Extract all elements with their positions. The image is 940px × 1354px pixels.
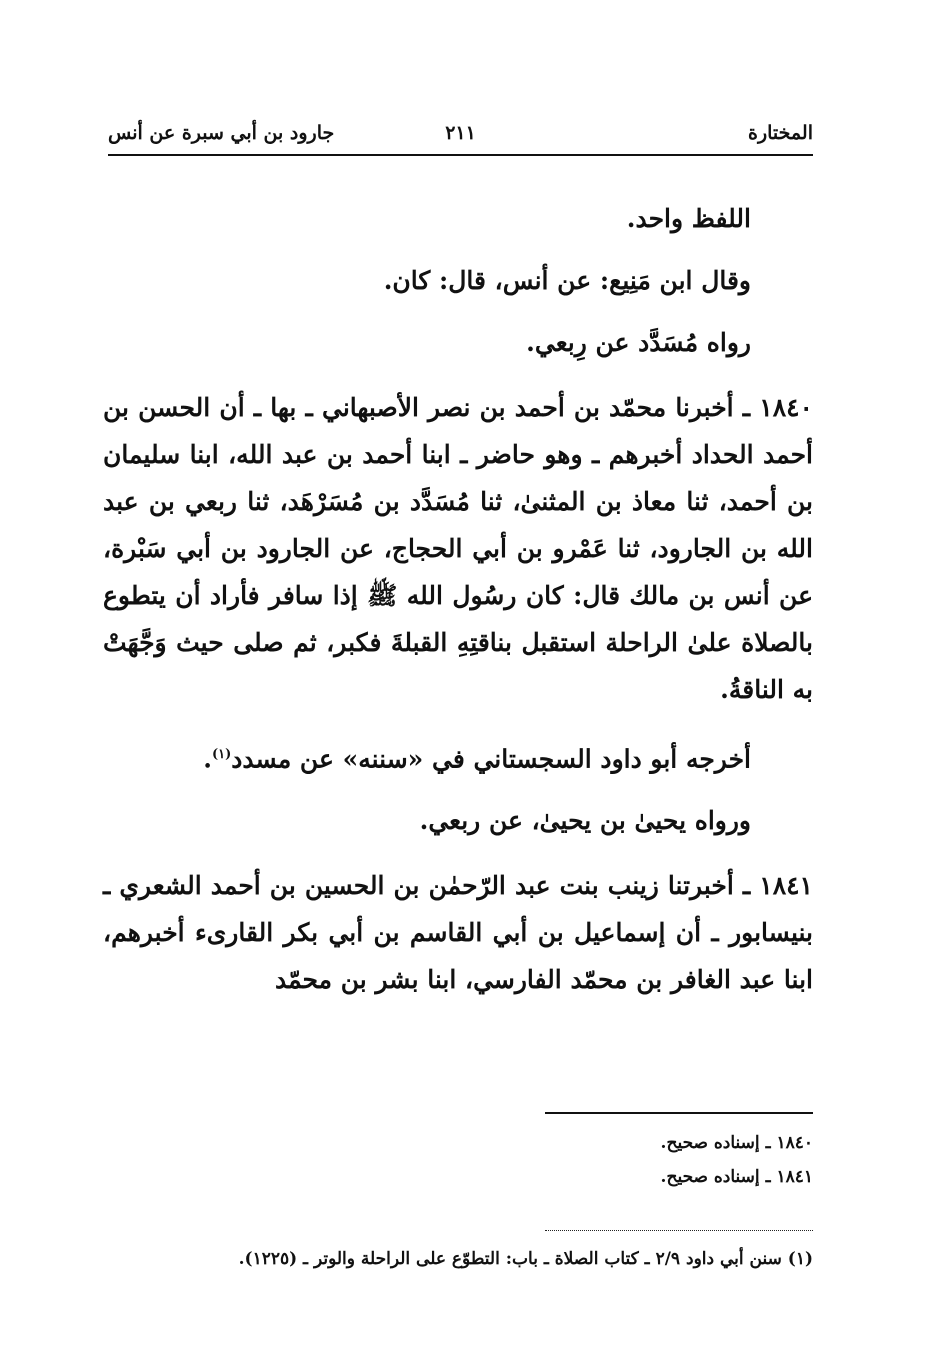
running-book-title: المختارة (748, 122, 813, 144)
paragraph (103, 731, 813, 782)
hadith-number: ١٨٤٠ (759, 393, 813, 422)
page-number: ٢١١ (445, 122, 476, 144)
hadith-text: ـ أخبرنا محمّد بن أحمد بن نصر الأصبهاني ـ بها ـ أن الحسن بن أحمد الحداد أخبرهم ـ وهو حاضر ـ ابنا أحمد بن عبد الله، ابنا سليمان بن أحمد، ثنا معاذ بن المثنىٰ، ثنا مُسَدَّد بن مُسَرْهَد، ثنا ربعي بن عبد الله بن الجارود، ثنا عَمْرو بن أبي الحجاج، عن الجارود بن أبي سَبْرة، عن أنس بن مالك قال: كان رسُول الله ﷺ إذا سافر فأراد أن يتطوع بالصلاة علىٰ الراحلة استقبل بناقتِهِ القبلةَ فكبر، ثم صلى حيث وَجَّهَتْ به الناقةُ. (103, 393, 813, 704)
paragraph: اللفظ واحد. (626, 204, 751, 233)
header-rule (108, 154, 813, 156)
hadith-1841 (103, 862, 813, 1003)
hadith-number: ١٨٤١ (759, 871, 813, 901)
hadith-text: ـ أخبرتنا زينب بنت عبد الرّحمٰن بن الحسين بن أحمد الشعري ـ بنيسابور ـ أن إسماعيل بن أبي القاسم بن أبي بكر القارىء أخبرهم، ابنا عبد الغافر بن محمّد الفارسي، ابنا بشر بن محمّد (103, 871, 813, 995)
note-1840: ١٨٤٠ ـ إسناده صحيح. (660, 1133, 813, 1153)
footnote-rule (545, 1230, 813, 1231)
running-section-title: جارود بن أبي سبرة عن أنس (108, 122, 335, 144)
note-1841: ١٨٤١ ـ إسناده صحيح. (660, 1167, 813, 1187)
paragraph: ورواه يحيىٰ بن يحيىٰ، عن ربعي. (419, 806, 751, 836)
hadith-1840 (103, 384, 813, 713)
page-header (108, 118, 813, 154)
paragraph: رواه مُسَدَّد عن رِبعي. (526, 328, 751, 357)
notes-rule (545, 1112, 813, 1114)
main-text (103, 195, 813, 1003)
citation-end: . (203, 744, 212, 774)
citation-text: أخرجه أبو داود السجستاني في «سننه» عن مسدد (231, 744, 751, 774)
footnote-1: (١) سنن أبي داود ٢/٩ ـ كتاب الصلاة ـ باب: التطوّع على الراحلة والوتر ـ (١٢٢٥). (238, 1249, 813, 1269)
paragraph: وقال ابن مَنِيع: عن أنس، قال: كان. (383, 266, 751, 295)
grading-notes (103, 1126, 813, 1194)
footnotes (103, 1242, 813, 1276)
footnote-reference: (١) (211, 747, 232, 762)
